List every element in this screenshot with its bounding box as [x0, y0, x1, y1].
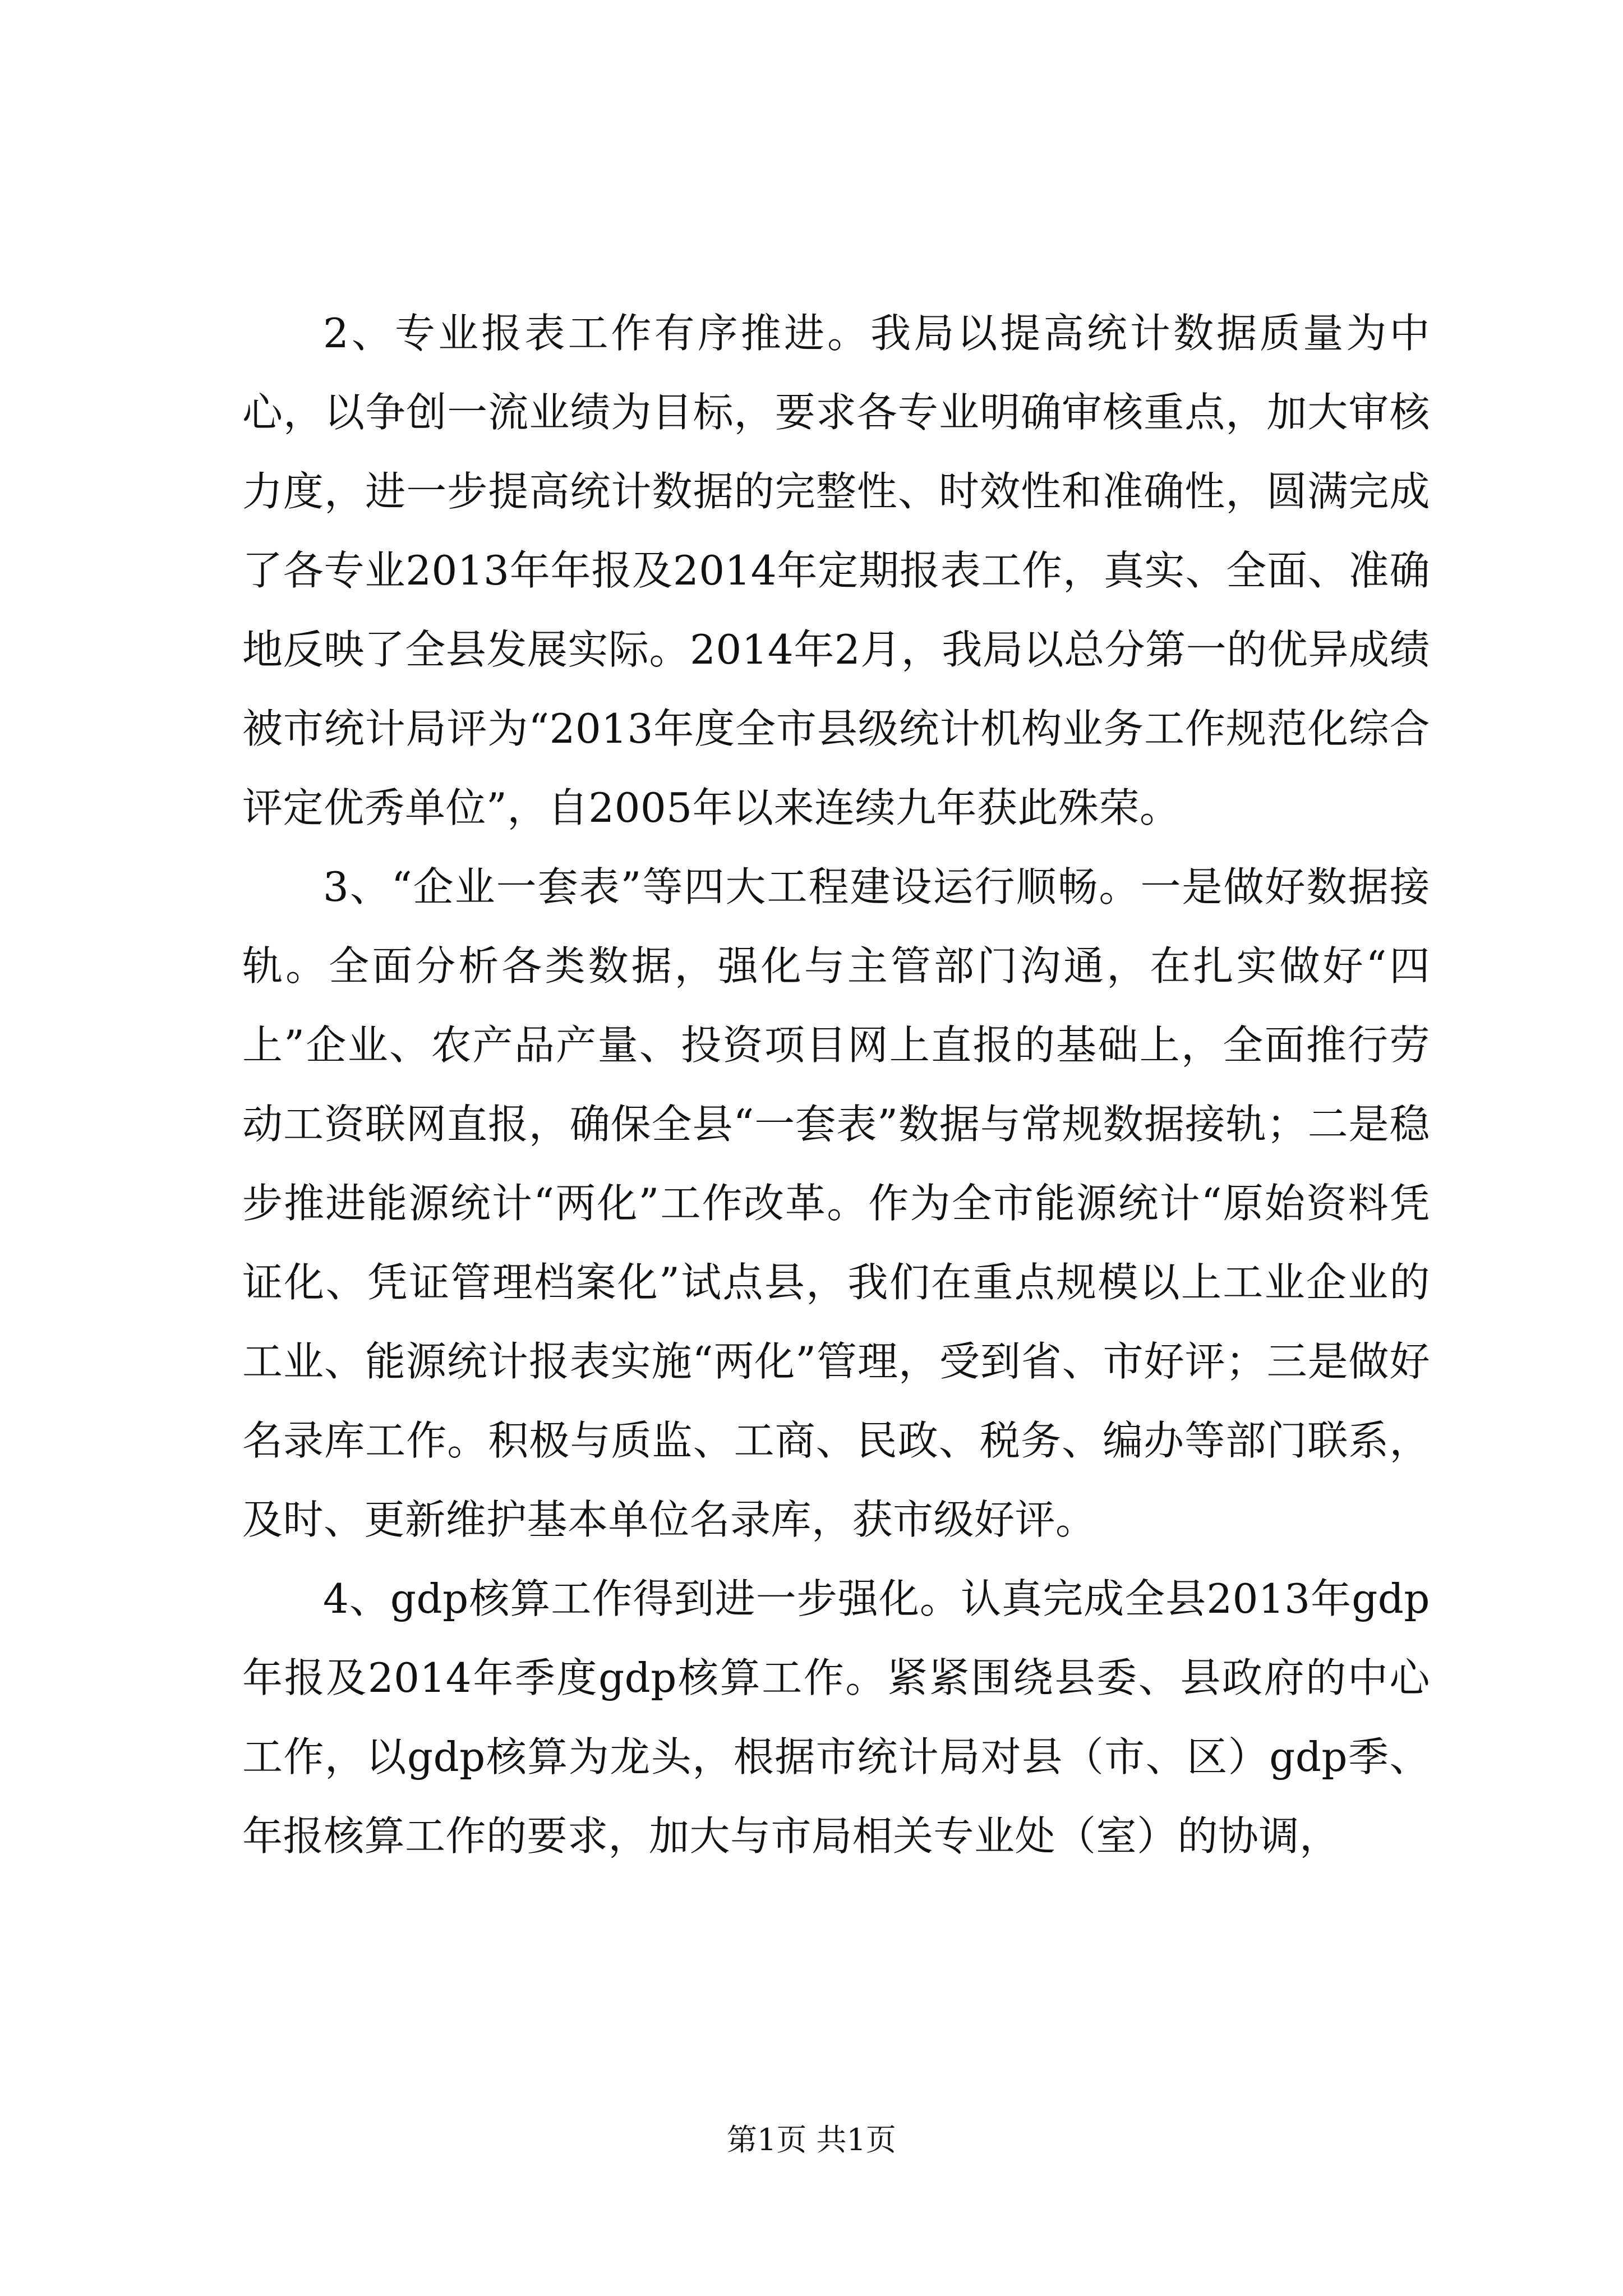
paragraph-2: 2、专业报表工作有序推进。我局以提高统计数据质量为中心，以争创一流业绩为目标，要求各专业明确审核重点，加大审核力度，进一步提高统计数据的完整性、时效性和准确性，圆满完成了各专业2013年年报及2014年定期报表工作，真实、全面、准确地反映了全县发展实际。2014年2月，我局以总分第一的优异成绩被市统计局评为“2013年度全市县级统计机构业务工作规范化综合评定优秀单位”，自2005年以来连续九年获此殊荣。 [242, 310, 1430, 831]
page-footer: 第1页 共1页 [727, 2122, 896, 2157]
paragraph-4: 4、gdp核算工作得到进一步强化。认真完成全县2013年gdp年报及2014年季度gdp核算工作。紧紧围绕县委、县政府的中心工作，以gdp核算为龙头，根据市统计局对县（市、区）gdp季、年报核算工作的要求，加大与市局相关专业处（室）的协调， [242, 1575, 1430, 1860]
paragraph-3: 3、“企业一套表”等四大工程建设运行顺畅。一是做好数据接轨。全面分析各类数据，强化与主管部门沟通，在扎实做好“四上”企业、农产品产量、投资项目网上直报的基础上，全面推行劳动工资联网直报，确保全县“一套表”数据与常规数据接轨；二是稳步推进能源统计“两化”工作改革。作为全市能源统计“原始资料凭证化、凭证管理档案化”试点县，我们在重点规模以上工业企业的工业、能源统计报表实施“两化”管理，受到省、市好评；三是做好名录库工作。积极与质监、工商、民政、税务、编办等部门联系，及时、更新维护基本单位名录库，获市级好评。 [242, 863, 1430, 1543]
document-body [242, 294, 1430, 1876]
